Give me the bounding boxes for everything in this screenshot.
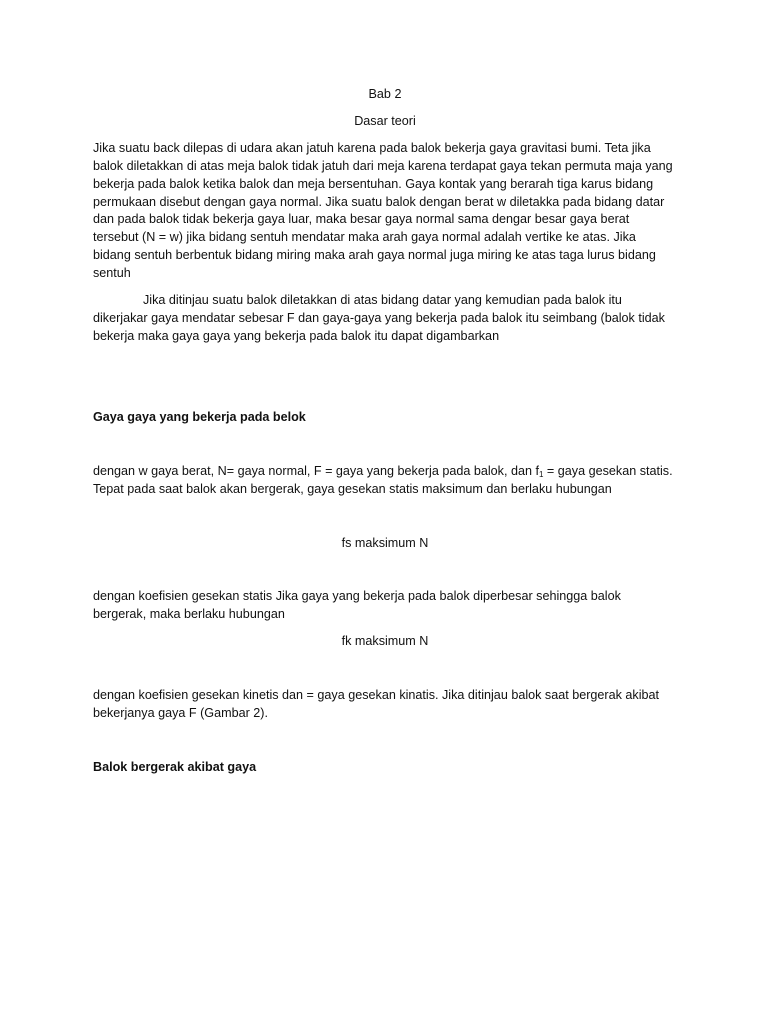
section-title: Dasar teori: [354, 113, 416, 128]
formula-kinetic-friction: fk maksimum N: [341, 634, 429, 649]
paragraph-intro: Jika suatu back dilepas di udara akan jatuh karena pada balok bekerja gaya gravitasi bumi. Teta jika balok diletakkan di atas meja balok tidak jatuh dari meja karena terdapat gaya tekan permuta maja yang bekerja pada balok ketika balok dan meja bersentuhan. Gaya kontak yang berarah tiga karus bidang permukaan disebut dengan gaya normal. Jika suatu balok dengan berat w diletakka pada bidang datar dan pada balok tidak bekerja gaya luar, maka besar gaya normal sama dengar besar gaya berat tersebut (N = w) jika bidang sentuh mendatar maka arah gaya normal adalah vertike ke atas. Jika bidang sentuh berbentuk bidang miring maka arah gaya normal juga miring ke atas taga lurus bidang sentuh: [93, 140, 673, 281]
paragraph-balanced-forces: Jika ditinjau suatu balok diletakkan di atas bidang datar yang kemudian pada balok itu dikerjakar gaya mendatar sebesar F dan gaya-gaya yang bekerja pada balok itu seimbang (balok tidak bekerja maka gaya gaya yang bekerja pada balok itu dapat digambarkan: [93, 293, 665, 343]
formula-static-friction: fs maksimum N: [341, 535, 429, 550]
paragraph-force-definitions: [93, 463, 677, 499]
chapter-label: Bab 2: [368, 87, 402, 101]
heading-moving-block: Balok bergerak akibat gaya: [93, 759, 257, 774]
document-body: [93, 86, 677, 777]
heading-forces-on-block: Gaya gaya yang bekerja pada belok: [93, 409, 306, 424]
paragraph-force-definitions-text: dengan w gaya berat, N= gaya normal, F = gaya yang bekerja pada balok, dan f: [93, 463, 539, 478]
subscript-one: 1: [538, 469, 544, 479]
paragraph-kinetic-coefficient: dengan koefisien gesekan kinetis dan = gaya gesekan kinatis. Jika ditinjau balok saat bergerak akibat bekerjanya gaya F (Gambar 2).: [93, 688, 660, 721]
paragraph-static-coefficient: dengan koefisien gesekan statis Jika gaya yang bekerja pada balok diperbesar sehingga balok bergerak, maka berlaku hubungan: [93, 589, 621, 622]
paragraph-force-definitions-rest: = gaya gesekan statis. Tepat pada saat balok akan bergerak, gaya gesekan statis maksimum dan berlaku hubungan: [93, 463, 673, 496]
